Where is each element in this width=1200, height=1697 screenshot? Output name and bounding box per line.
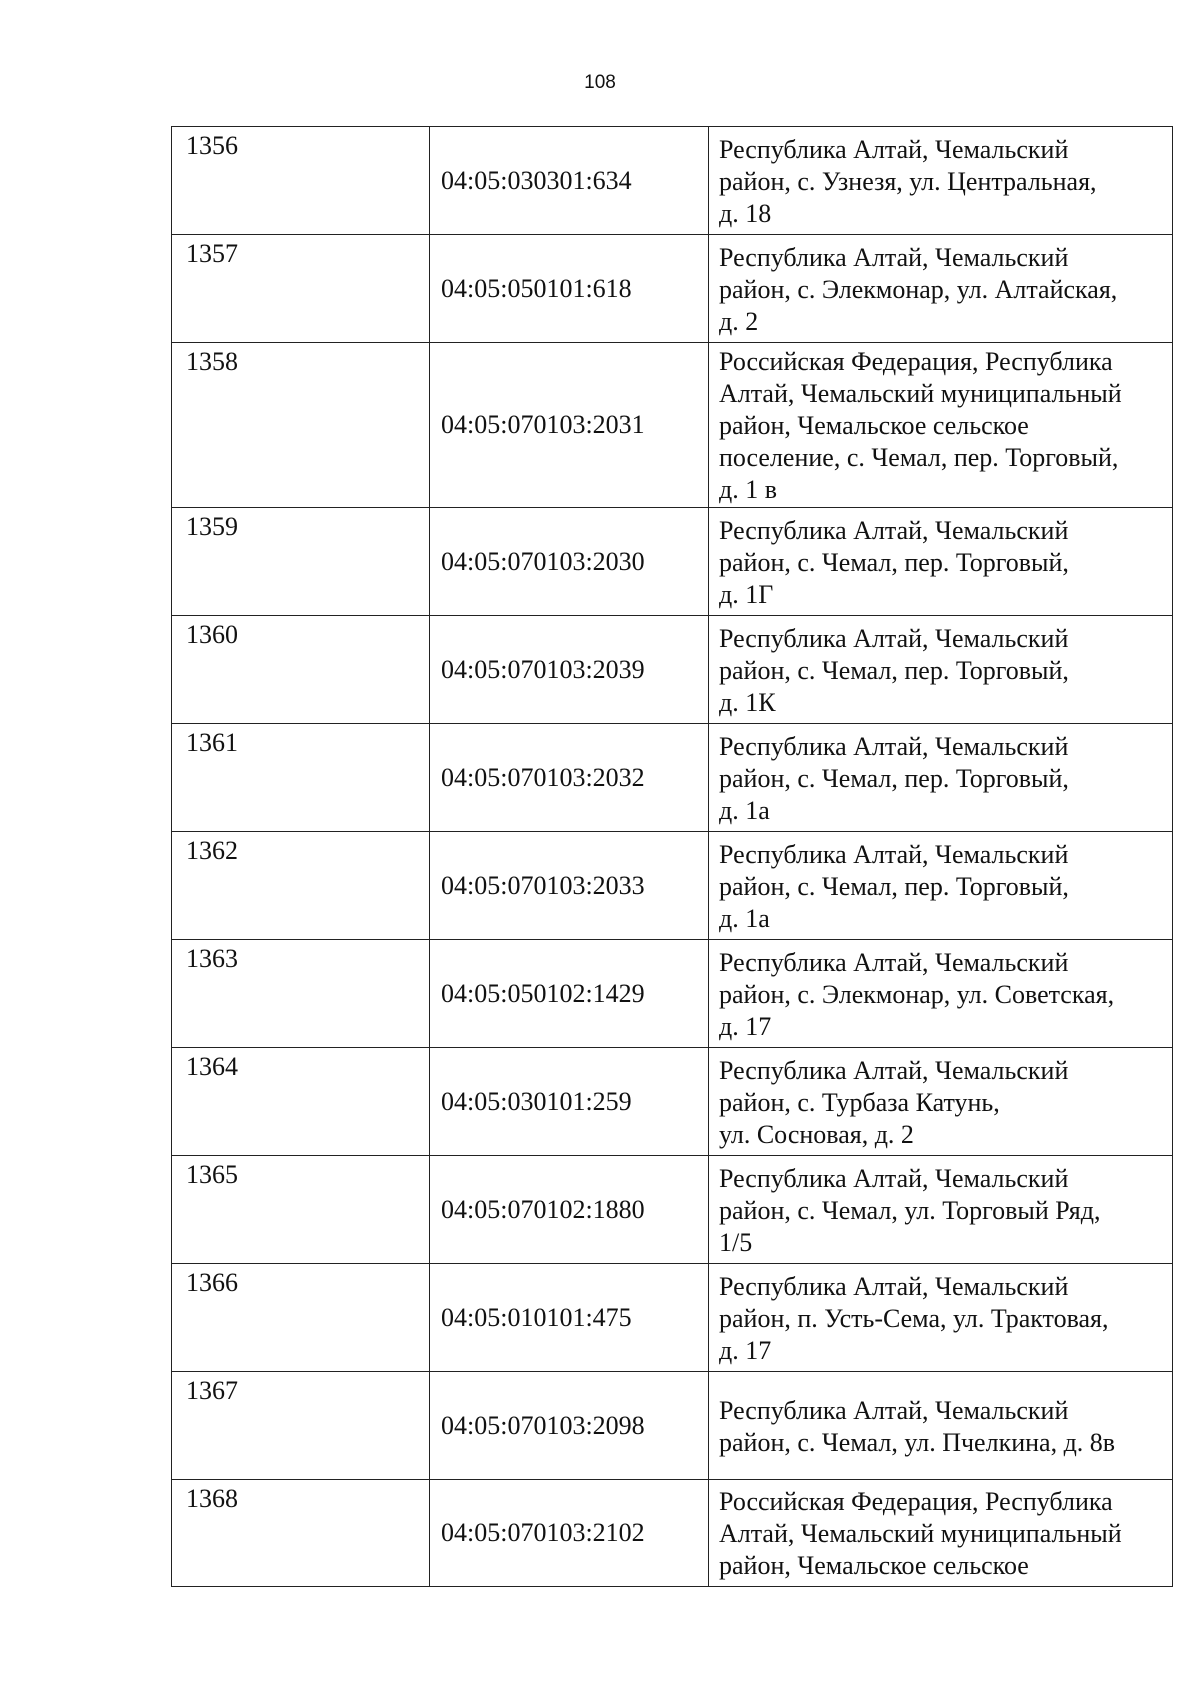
address-line: д. 1а bbox=[719, 795, 770, 825]
cadastral-number-cell: 04:05:070103:2098 bbox=[430, 1372, 709, 1480]
address-line: район, с. Чемал, ул. Торговый Ряд, bbox=[719, 1195, 1101, 1225]
address-line: д. 1а bbox=[719, 903, 770, 933]
row-number-cell: 1357 bbox=[172, 235, 430, 343]
address-line: ул. Сосновая, д. 2 bbox=[719, 1119, 914, 1149]
address-line: д. 17 bbox=[719, 1335, 772, 1365]
address-cell bbox=[709, 508, 1173, 616]
address-line: район, с. Чемал, ул. Пчелкина, д. 8в bbox=[719, 1427, 1116, 1457]
cadastral-number-cell: 04:05:070103:2102 bbox=[430, 1480, 709, 1587]
registry-table-body bbox=[172, 127, 1173, 1587]
address-line: Республика Алтай, Чемальский bbox=[719, 515, 1069, 545]
address-cell bbox=[709, 724, 1173, 832]
address-line: д. 1 в bbox=[719, 475, 778, 504]
table-row bbox=[172, 724, 1173, 832]
table-row bbox=[172, 832, 1173, 940]
address-line: Республика Алтай, Чемальский bbox=[719, 242, 1069, 272]
address-line: район, п. Усть-Сема, ул. Трактовая, bbox=[719, 1303, 1109, 1333]
address-line: Республика Алтай, Чемальский bbox=[719, 1163, 1069, 1193]
row-number-cell: 1364 bbox=[172, 1048, 430, 1156]
row-number-cell: 1358 bbox=[172, 343, 430, 508]
table-row bbox=[172, 616, 1173, 724]
address-line: район, с. Элекмонар, ул. Алтайская, bbox=[719, 274, 1118, 304]
row-number-cell: 1359 bbox=[172, 508, 430, 616]
cadastral-number-cell: 04:05:030301:634 bbox=[430, 127, 709, 235]
address-line: Республика Алтай, Чемальский bbox=[719, 1395, 1069, 1425]
address-line: д. 1Г bbox=[719, 579, 774, 609]
cadastral-number-cell: 04:05:010101:475 bbox=[430, 1264, 709, 1372]
address-line: Республика Алтай, Чемальский bbox=[719, 1271, 1069, 1301]
address-cell bbox=[709, 1048, 1173, 1156]
row-number-cell: 1356 bbox=[172, 127, 430, 235]
address-line: район, с. Элекмонар, ул. Советская, bbox=[719, 979, 1115, 1009]
cadastral-number-cell: 04:05:070103:2039 bbox=[430, 616, 709, 724]
table-row bbox=[172, 1264, 1173, 1372]
table-row bbox=[172, 1372, 1173, 1480]
row-number-cell: 1360 bbox=[172, 616, 430, 724]
cadastral-number-cell: 04:05:030101:259 bbox=[430, 1048, 709, 1156]
cadastral-number-cell: 04:05:050102:1429 bbox=[430, 940, 709, 1048]
row-number-cell: 1367 bbox=[172, 1372, 430, 1480]
table-row bbox=[172, 940, 1173, 1048]
address-cell bbox=[709, 1264, 1173, 1372]
address-line: район, с. Турбаза Катунь, bbox=[719, 1087, 1000, 1117]
address-cell bbox=[709, 235, 1173, 343]
address-line: район, Чемальское сельское bbox=[719, 411, 1029, 440]
address-line: Республика Алтай, Чемальский bbox=[719, 947, 1069, 977]
cadastral-number-cell: 04:05:070103:2032 bbox=[430, 724, 709, 832]
address-line: район, Чемальское сельское bbox=[719, 1551, 1029, 1580]
row-number-cell: 1366 bbox=[172, 1264, 430, 1372]
address-cell bbox=[709, 343, 1173, 508]
row-number-cell: 1361 bbox=[172, 724, 430, 832]
address-line: Республика Алтай, Чемальский bbox=[719, 839, 1069, 869]
cadastral-number-cell: 04:05:050101:618 bbox=[430, 235, 709, 343]
address-line: Республика Алтай, Чемальский bbox=[719, 134, 1069, 164]
row-number-cell: 1365 bbox=[172, 1156, 430, 1264]
cadastral-number-cell: 04:05:070103:2031 bbox=[430, 343, 709, 508]
page-number: 108 bbox=[584, 72, 616, 93]
address-line: район, с. Чемал, пер. Торговый, bbox=[719, 871, 1069, 901]
address-line: Республика Алтай, Чемальский bbox=[719, 1055, 1069, 1085]
table-row bbox=[172, 235, 1173, 343]
address-cell bbox=[709, 1372, 1173, 1480]
address-cell bbox=[709, 127, 1173, 235]
row-number-cell: 1368 bbox=[172, 1480, 430, 1587]
cadastral-number-cell: 04:05:070103:2030 bbox=[430, 508, 709, 616]
cadastral-number-cell: 04:05:070103:2033 bbox=[430, 832, 709, 940]
address-line: Российская Федерация, Республика bbox=[719, 347, 1113, 376]
address-line: д. 2 bbox=[719, 306, 759, 336]
address-line: д. 1К bbox=[719, 687, 776, 717]
table-row bbox=[172, 508, 1173, 616]
address-line: район, с. Узнезя, ул. Центральная, bbox=[719, 166, 1097, 196]
address-line: район, с. Чемал, пер. Торговый, bbox=[719, 547, 1069, 577]
address-cell bbox=[709, 1480, 1173, 1587]
row-number-cell: 1363 bbox=[172, 940, 430, 1048]
address-cell bbox=[709, 832, 1173, 940]
row-number-cell: 1362 bbox=[172, 832, 430, 940]
address-line: Республика Алтай, Чемальский bbox=[719, 623, 1069, 653]
address-line: д. 18 bbox=[719, 198, 772, 228]
address-line: д. 17 bbox=[719, 1011, 772, 1041]
address-line: поселение, с. Чемал, пер. Торговый, bbox=[719, 443, 1119, 472]
table-row bbox=[172, 343, 1173, 508]
address-cell bbox=[709, 940, 1173, 1048]
address-cell bbox=[709, 616, 1173, 724]
registry-table bbox=[171, 126, 1173, 1587]
address-line: район, с. Чемал, пер. Торговый, bbox=[719, 655, 1069, 685]
cadastral-number-cell: 04:05:070102:1880 bbox=[430, 1156, 709, 1264]
address-line: Алтай, Чемальский муниципальный bbox=[719, 1519, 1122, 1548]
table-row bbox=[172, 1156, 1173, 1264]
address-line: Республика Алтай, Чемальский bbox=[719, 731, 1069, 761]
address-line: Российская Федерация, Республика bbox=[719, 1487, 1113, 1516]
address-line: район, с. Чемал, пер. Торговый, bbox=[719, 763, 1069, 793]
table-row bbox=[172, 1480, 1173, 1587]
table-row bbox=[172, 1048, 1173, 1156]
address-line: 1/5 bbox=[719, 1227, 753, 1257]
address-cell bbox=[709, 1156, 1173, 1264]
table-row bbox=[172, 127, 1173, 235]
address-line: Алтай, Чемальский муниципальный bbox=[719, 379, 1122, 408]
